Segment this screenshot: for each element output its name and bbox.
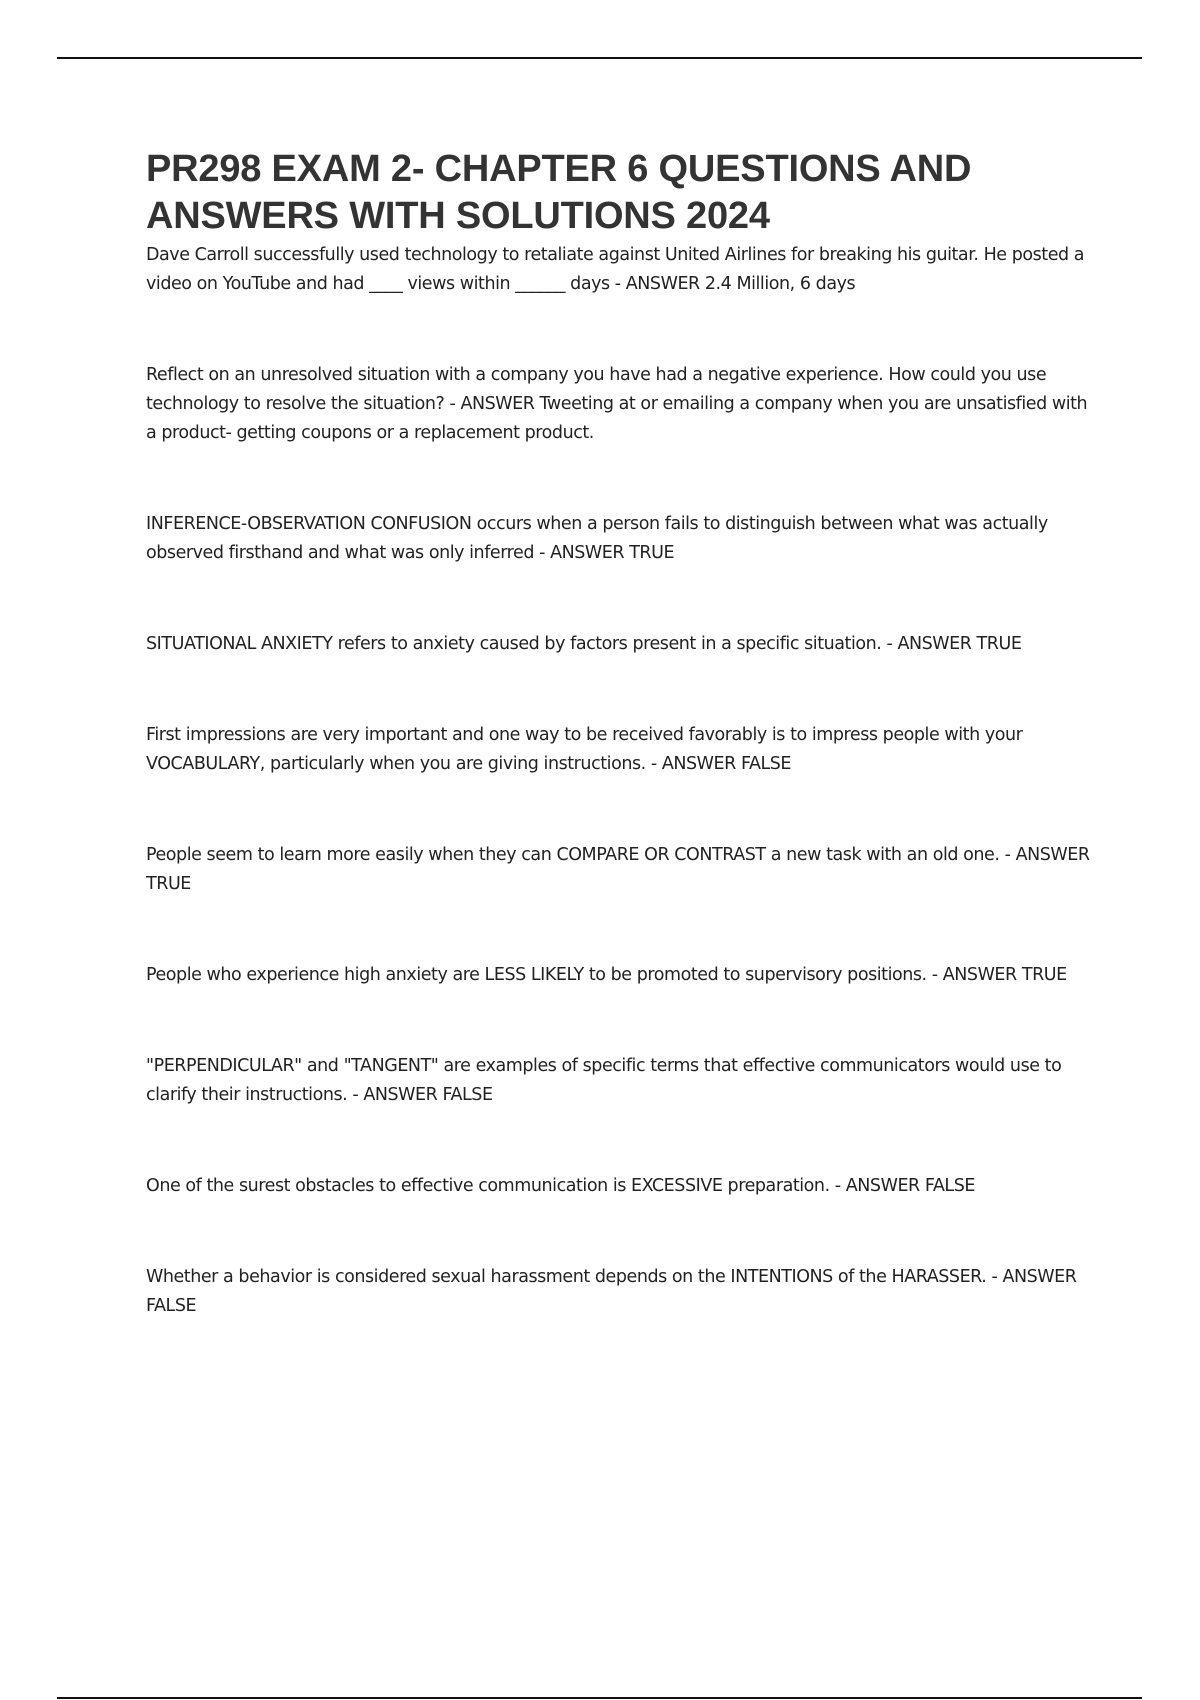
qa-item: Whether a behavior is considered sexual harassment depends on the INTENTIONS of the HARASSER. - ANSWER FALSE [146, 1267, 1077, 1316]
qa-item: Dave Carroll successfully used technology to retaliate against United Airlines for breaking his guitar. He posted a video on YouTube and had ____ views within ______ days - ANSWER 2.4 Million, 6 days [146, 245, 1085, 294]
document-title: PR298 EXAM 2- CHAPTER 6 QUESTIONS AND ANSWERS WITH SOLUTIONS 2024 [146, 148, 972, 237]
qa-item: People seem to learn more easily when they can COMPARE OR CONTRAST a new task with an old one. - ANSWER TRUE [146, 845, 1090, 894]
qa-item: "PERPENDICULAR" and "TANGENT" are examples of specific terms that effective communicators would use to clarify their instructions. - ANSWER FALSE [146, 1056, 1062, 1105]
qa-item: SITUATIONAL ANXIETY refers to anxiety caused by factors present in a specific situation. - ANSWER TRUE [146, 634, 1022, 654]
qa-item: INFERENCE-OBSERVATION CONFUSION occurs when a person fails to distinguish between what was actually observed firsthand and what was only inferred - ANSWER TRUE [146, 514, 1048, 563]
header-rule [57, 57, 1142, 59]
qa-item: First impressions are very important and one way to be received favorably is to impress people with your VOCABULARY, particularly when you are giving instructions. - ANSWER FALSE [146, 725, 1023, 774]
qa-item: People who experience high anxiety are LESS LIKELY to be promoted to supervisory positions. - ANSWER TRUE [146, 965, 1067, 985]
qa-item: One of the surest obstacles to effective communication is EXCESSIVE preparation. - ANSWER FALSE [146, 1176, 975, 1196]
document-body [146, 146, 1091, 1321]
footer-rule [57, 1697, 1142, 1699]
qa-item: Reflect on an unresolved situation with a company you have had a negative experience. How could you use technology to resolve the situation? - ANSWER Tweeting at or emailing a company when you are unsatisfied with a product- getting coupons or a replacement product. [146, 365, 1088, 443]
qa-list [146, 241, 1091, 1321]
